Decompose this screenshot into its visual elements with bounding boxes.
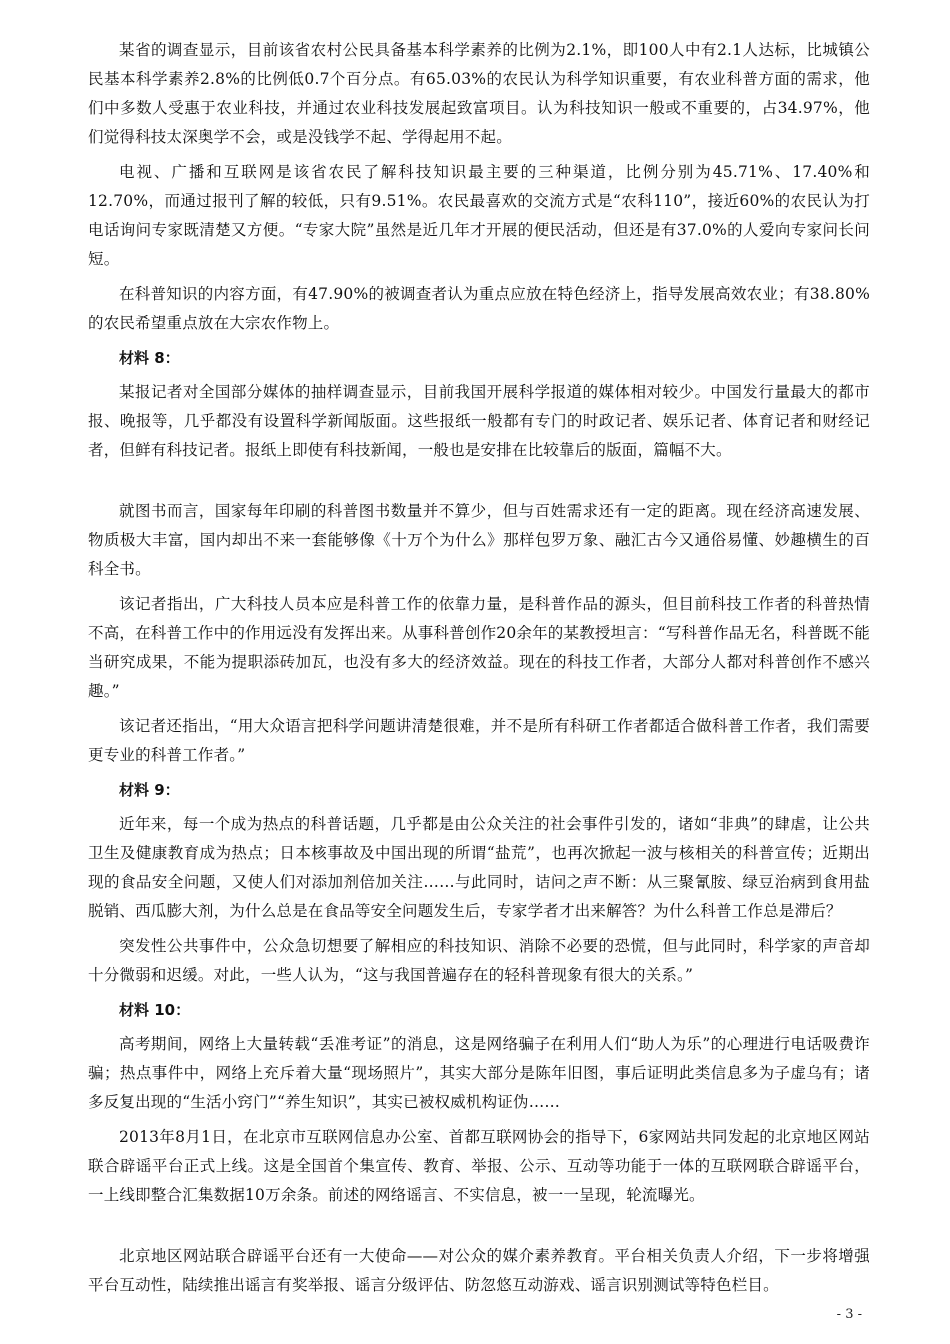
material-10-paragraph-1: 高考期间，网络上大量转载“丢准考证”的消息，这是网络骗子在利用人们“助人为乐”的心理进行电话吸费诈骗；热点事件中，网络上充斥着大量“现场照片”，其实大部分是陈年旧图，事后证明此类信息多为子虚乌有；诸多反复出现的“生活小窍门”“养生知识”，其实已被权威机构证伪……	[88, 1035, 870, 1111]
material-9-heading: 材料 9：	[119, 781, 180, 799]
paragraph-rural-literacy: 某省的调查显示，目前该省农村公民具备基本科学素养的比例为2.1%，即100人中有2.1人达标，比城镇公民基本科学素养2.8%的比例低0.7个百分点。有65.03%的农民认为科学知识重要，有农业科普方面的需求，他们中多数人受惠于农业科技，并通过农业科技发展起致富项目。认为科技知识一般或不重要的，占34.97%，他们觉得科技太深奥学不会，或是没钱学不起、学得起用不起。	[88, 41, 870, 146]
material-10-paragraph-3: 北京地区网站联合辟谣平台还有一大使命——对公众的媒介素养教育。平台相关负责人介绍，下一步将增强平台互动性，陆续推出谣言有奖举报、谣言分级评估、防忽悠互动游戏、谣言识别测试等特色栏目。	[88, 1247, 870, 1294]
material-8-paragraph-4: 该记者还指出，“用大众语言把科学问题讲清楚很难，并不是所有科研工作者都适合做科普工作者，我们需要更专业的科普工作者。”	[88, 717, 870, 764]
material-9-paragraph-1: 近年来，每一个成为热点的科普话题，几乎都是由公众关注的社会事件引发的，诸如“非典”的肆虐，让公共卫生及健康教育成为热点；日本核事故及中国出现的所谓“盐荒”，也再次掀起一波与核相关的科普宣传；近期出现的食品安全问题，又使人们对添加剂倍加关注……与此同时，诘问之声不断：从三聚氰胺、绿豆治病到食用盐脱销、西瓜膨大剂，为什么总是在食品等安全问题发生后，专家学者才出来解答？为什么科普工作总是滞后？	[88, 815, 870, 920]
paragraph-content-focus: 在科普知识的内容方面，有47.90%的被调查者认为重点应放在特色经济上，指导发展高效农业；有38.80%的农民希望重点放在大宗农作物上。	[88, 285, 870, 332]
material-10-paragraph-2: 2013年8月1日，在北京市互联网信息办公室、首都互联网协会的指导下，6家网站共同发起的北京地区网站联合辟谣平台正式上线。这是全国首个集宣传、教育、举报、公示、互动等功能于一体的互联网联合辟谣平台，一上线即整合汇集数据10万余条。前述的网络谣言、不实信息，被一一呈现，轮流曝光。	[88, 1128, 870, 1204]
page-number: - 3 -	[836, 1307, 862, 1322]
material-9-paragraph-2: 突发性公共事件中，公众急切想要了解相应的科技知识、消除不必要的恐慌，但与此同时，科学家的声音却十分微弱和迟缓。对此，一些人认为，“这与我国普遍存在的轻科普现象有很大的关系。”	[88, 937, 870, 984]
material-8-heading: 材料 8：	[119, 349, 180, 367]
material-8-paragraph-1: 某报记者对全国部分媒体的抽样调查显示，目前我国开展科学报道的媒体相对较少。中国发行量最大的都市报、晚报等，几乎都没有设置科学新闻版面。这些报纸一般都有专门的时政记者、娱乐记者、体育记者和财经记者，但鲜有科技记者。报纸上即使有科技新闻，一般也是安排在比较靠后的版面，篇幅不大。	[88, 383, 870, 459]
material-8-paragraph-2: 就图书而言，国家每年印刷的科普图书数量并不算少，但与百姓需求还有一定的距离。现在经济高速发展、物质极大丰富，国内却出不来一套能够像《十万个为什么》那样包罗万象、融汇古今又通俗易懂、妙趣横生的百科全书。	[88, 502, 870, 578]
document-body	[88, 36, 870, 1300]
paragraph-channels: 电视、广播和互联网是该省农民了解科技知识最主要的三种渠道，比例分别为45.71%、17.40%和12.70%，而通过报刊了解的较低，只有9.51%。农民最喜欢的交流方式是“农科110”，接近60%的农民认为打电话询问专家既清楚又方便。“专家大院”虽然是近几年才开展的便民活动，但还是有37.0%的人爱向专家问长问短。	[88, 163, 870, 268]
material-8-paragraph-3: 该记者指出，广大科技人员本应是科普工作的依靠力量，是科普作品的源头，但目前科技工作者的科普热情不高，在科普工作中的作用远没有发挥出来。从事科普创作20余年的某教授坦言：“写科普作品无名，科普既不能当研究成果，不能为提职添砖加瓦，也没有多大的经济效益。现在的科技工作者，大部分人都对科普创作不感兴趣。”	[88, 595, 870, 700]
material-10-heading: 材料 10：	[119, 1001, 191, 1019]
